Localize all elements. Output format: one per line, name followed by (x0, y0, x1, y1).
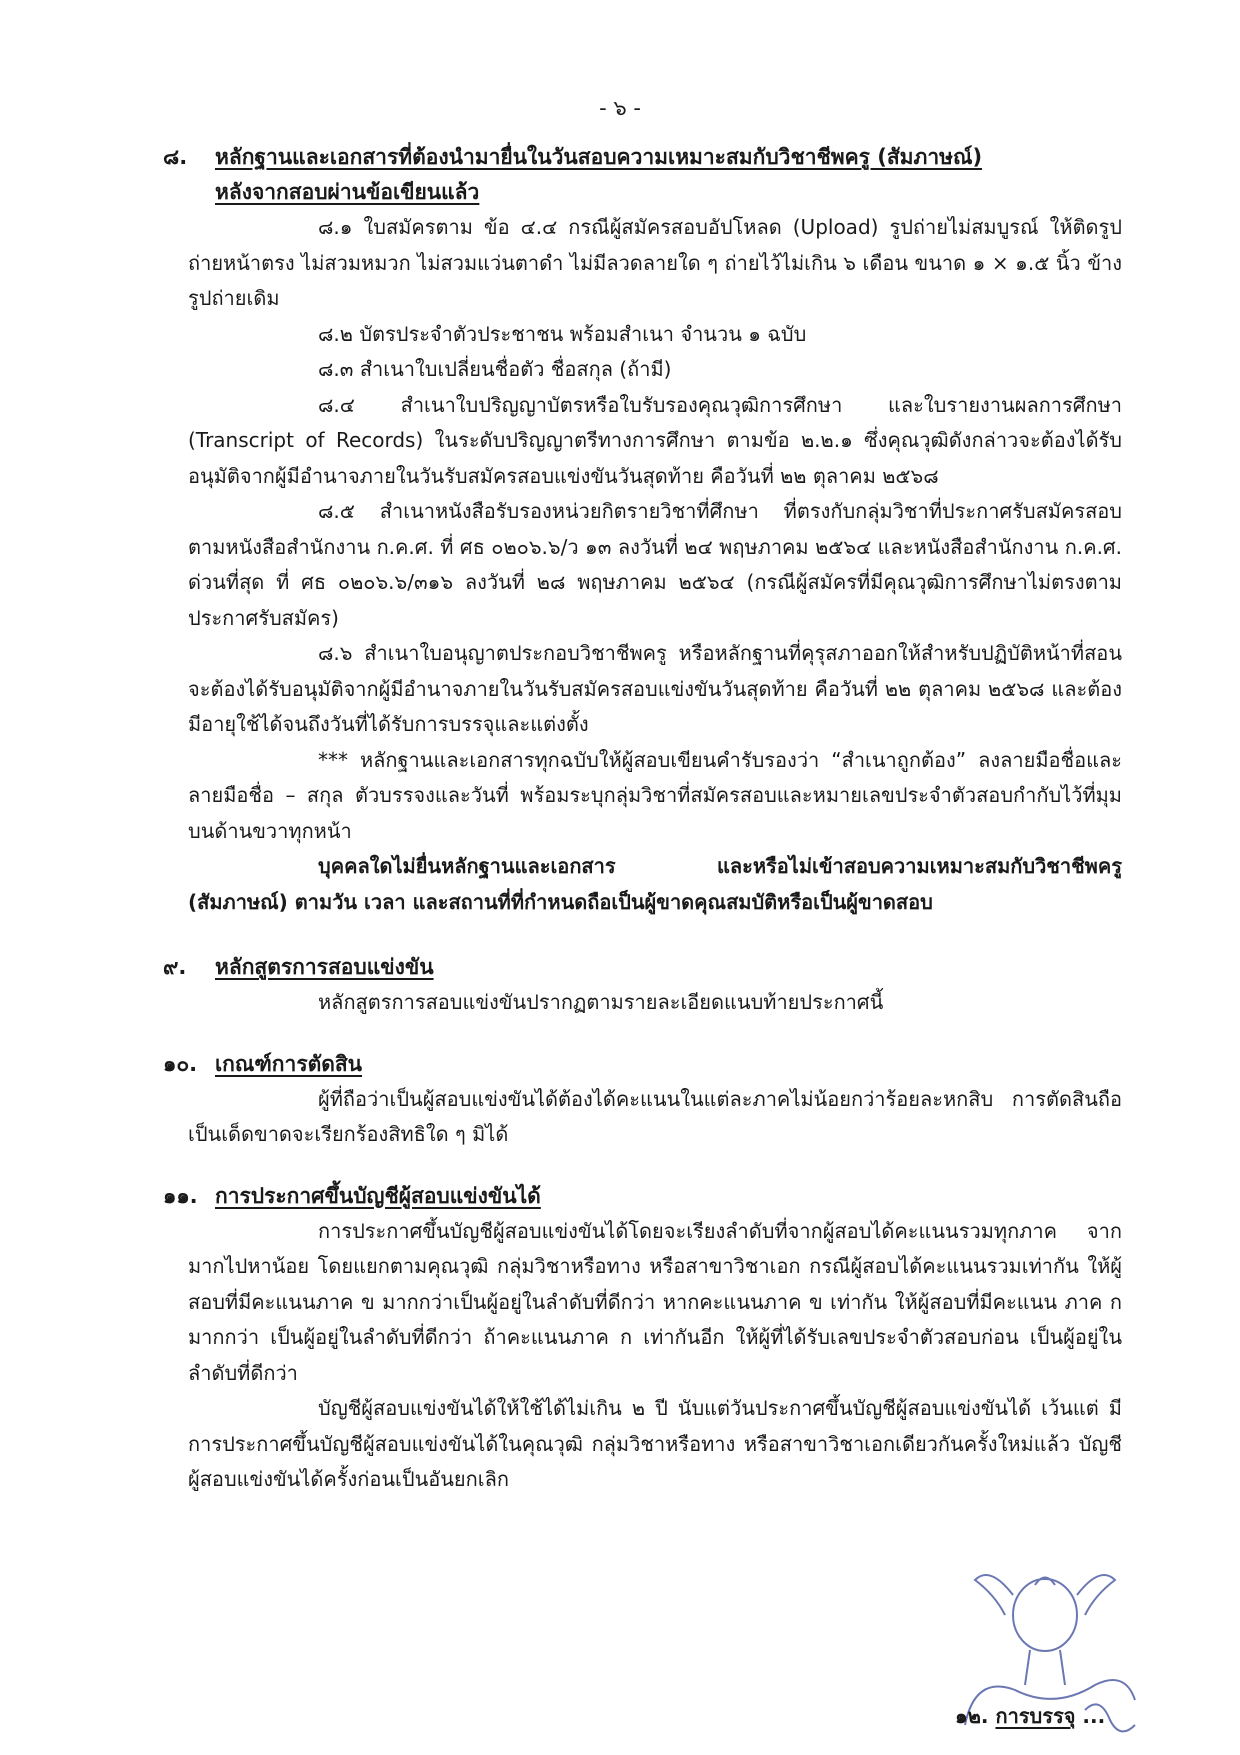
item-8-6: ๘.๖ สำเนาใบอนุญาตประกอบวิชาชีพครู หรือหลักฐานที่คุรุสภาออกให้สำหรับปฏิบัติหน้าที่สอน จะต้องได้รับอนุมัติจากผู้มีอำนาจภายในวันรับสมัครสอบแข่งขันวันสุดท้าย คือวันที่ ๒๒ ตุลาคม ๒๕๖๘ และต้องมีอายุใช้ได้จนถึงวันที่ได้รับการบรรจุและแต่งตั้ง (188, 641, 1122, 736)
section-11-number: ๑๑. (163, 1183, 198, 1208)
next-section-title: การบรรจุ (995, 1704, 1076, 1728)
section-11-body-1: การประกาศขึ้นบัญชีผู้สอบแข่งขันได้โดยจะเรียงลำดับที่จากผู้สอบได้คะแนนรวมทุกภาค จากมากไปหาน้อย โดยแยกตามคุณวุฒิ กลุ่มวิชาหรือทาง หรือสาขาวิชาเอก กรณีผู้สอบได้คะแนนรวมเท่ากัน ให้ผู้สอบที่มีคะแนนภาค ข มากกว่าเป็นผู้อยู่ในลำดับที่ดีกว่า หากคะแนนภาค ข เท่ากัน ให้ผู้สอบที่มีคะแนน ภาค ก มากกว่า เป็นผู้อยู่ในลำดับที่ดีกว่า ถ้าคะแนนภาค ก เท่ากันอีก ให้ผู้ที่ได้รับเลขประจำตัวสอบก่อน เป็นผู้อยู่ในลำดับที่ดีกว่า (188, 1218, 1122, 1385)
item-8-5: ๘.๕ สำเนาหนังสือรับรองหน่วยกิตรายวิชาที่ศึกษา ที่ตรงกับกลุ่มวิชาที่ประกาศรับสมัครสอบ ตามหนังสือสำนักงาน ก.ค.ศ. ที่ ศธ ๐๒๐๖.๖/ว ๑๓ ลงวันที่ ๒๔ พฤษภาคม ๒๕๖๔ และหนังสือสำนักงาน ก.ค.ศ. ด่วนที่สุด ที่ ศธ ๐๒๐๖.๖/๓๑๖ ลงวันที่ ๒๘ พฤษภาคม ๒๕๖๔ (กรณีผู้สมัครที่มีคุณวุฒิการศึกษาไม่ตรงตามประกาศรับสมัคร) (188, 499, 1122, 630)
section-9-heading (163, 950, 1122, 985)
document-body (163, 140, 1122, 1498)
section-8-title-line1: หลักฐานและเอกสารที่ต้องนำมายื่นในวันสอบความเหมาะสมกับวิชาชีพครู (สัมภาษณ์) (215, 145, 983, 169)
section-8-warning: บุคคลใดไม่ยื่นหลักฐานและเอกสาร และหรือไม่เข้าสอบความเหมาะสมกับวิชาชีพครู (สัมภาษณ์) ตามวัน เวลา และสถานที่ที่กำหนดถือเป็นผู้ขาดคุณสมบัติหรือเป็นผู้ขาดสอบ (188, 854, 1122, 914)
item-8-4: ๘.๔ สำเนาใบปริญญาบัตรหรือใบรับรองคุณวุฒิการศึกษา และใบรายงานผลการศึกษา (Transcript of Records) ในระดับปริญญาตรีทางการศึกษา ตามข้อ ๒.๒.๑ ซึ่งคุณวุฒิดังกล่าวจะต้องได้รับอนุมัติจากผู้มีอำนาจภายในวันรับสมัครสอบแข่งขันวันสุดท้าย คือวันที่ ๒๒ ตุลาคม ๒๕๖๘ (188, 392, 1122, 488)
next-section-number: ๑๒. (955, 1704, 989, 1728)
item-8-3: ๘.๓ สำเนาใบเปลี่ยนชื่อตัว ชื่อสกุล (ถ้ามี) (318, 357, 672, 381)
section-8-note: *** หลักฐานและเอกสารทุกฉบับให้ผู้สอบเขียนคำรับรองว่า “สำเนาถูกต้อง” ลงลายมือชื่อและลายมือชื่อ – สกุล ตัวบรรจงและวันที่ พร้อมระบุกลุ่มวิชาที่สมัครสอบและหมายเลขประจำตัวสอบกำกับไว้ที่มุมบนด้านขวาทุกหน้า (188, 747, 1122, 843)
next-section-ellipsis: ... (1075, 1704, 1106, 1728)
item-8-1: ๘.๑ ใบสมัครตาม ข้อ ๔.๔ กรณีผู้สมัครสอบอัปโหลด (Upload) รูปถ่ายไม่สมบูรณ์ ให้ติดรูปถ่ายหน้าตรง ไม่สวมหมวก ไม่สวมแว่นตาดำ ไม่มีลวดลายใด ๆ ถ่ายไว้ไม่เกิน ๖ เดือน ขนาด ๑ × ๑.๕ นิ้ว ข้างรูปถ่ายเดิม (188, 215, 1122, 310)
section-10-title: เกณฑ์การตัดสิน (215, 1051, 363, 1076)
section-11-title: การประกาศขึ้นบัญชีผู้สอบแข่งขันได้ (215, 1183, 541, 1208)
section-8-number: ๘. (163, 145, 188, 169)
section-10-heading (163, 1047, 1122, 1082)
next-section-ref (955, 1700, 1105, 1732)
section-8-title (215, 140, 982, 210)
section-11-body-2: บัญชีผู้สอบแข่งขันได้ให้ใช้ได้ไม่เกิน ๒ ปี นับแต่วันประกาศขึ้นบัญชีผู้สอบแข่งขันได้ เว้นแต่ มีการประกาศขึ้นบัญชีผู้สอบแข่งขันได้ในคุณวุฒิ กลุ่มวิชาหรือทาง หรือสาขาวิชาเอกเดียวกันครั้งใหม่แล้ว บัญชีผู้สอบแข่งขันได้ครั้งก่อนเป็นอันยกเลิก (188, 1396, 1122, 1491)
item-8-2: ๘.๒ บัตรประจำตัวประชาชน พร้อมสำเนา จำนวน ๑ ฉบับ (318, 321, 807, 346)
section-8-heading (163, 140, 1122, 210)
section-10-number: ๑๐. (163, 1051, 198, 1076)
section-8-title-line2: หลังจากสอบผ่านข้อเขียนแล้ว (215, 180, 480, 204)
section-10-body: ผู้ที่ถือว่าเป็นผู้สอบแข่งขันได้ต้องได้คะแนนในแต่ละภาคไม่น้อยกว่าร้อยละหกสิบ การตัดสินถือเป็นเด็ดขาดจะเรียกร้องสิทธิใด ๆ มิได้ (188, 1086, 1122, 1146)
page-number: - ๖ - (599, 96, 641, 120)
section-9-title: หลักสูตรการสอบแข่งขัน (215, 955, 434, 979)
section-9-number: ๙. (163, 955, 187, 979)
section-9-body: หลักสูตรการสอบแข่งขันปรากฏตามรายละเอียดแนบท้ายประกาศนี้ (318, 990, 884, 1014)
section-11-heading (163, 1179, 1122, 1214)
